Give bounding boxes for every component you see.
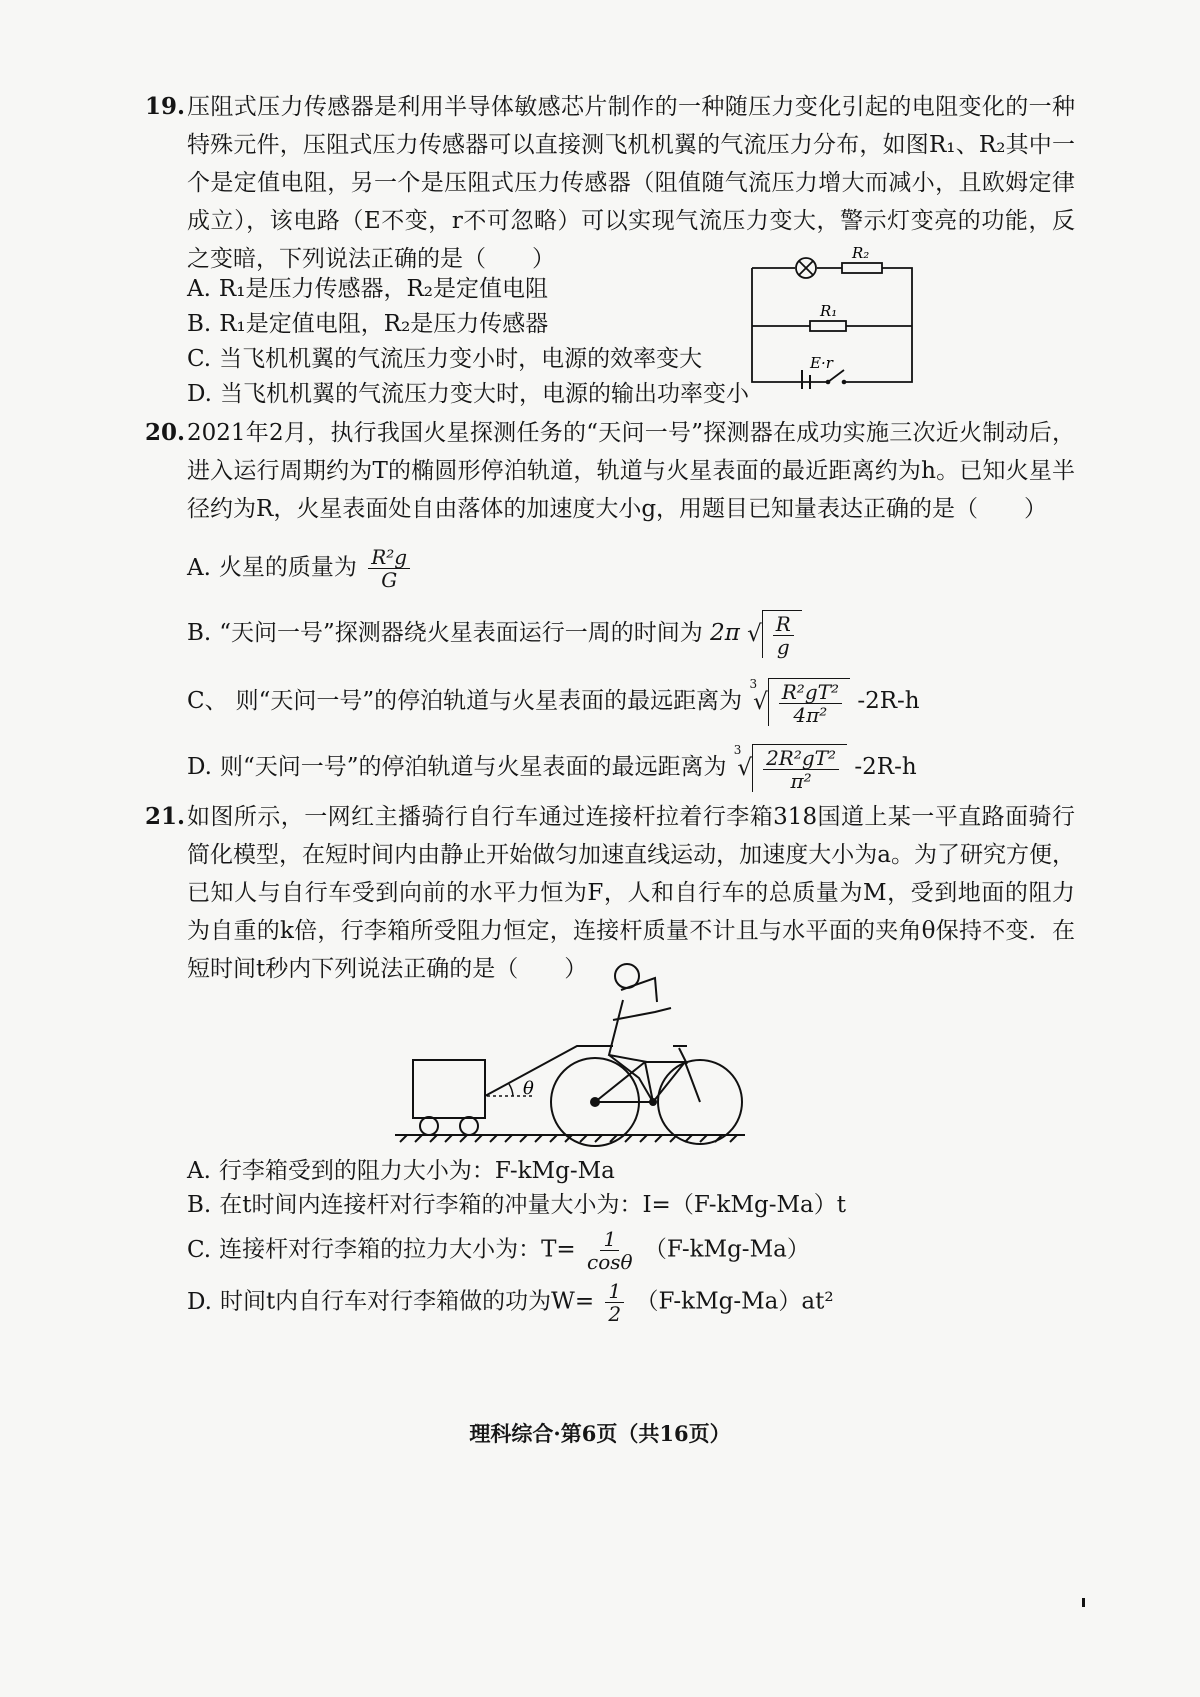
angle-label: θ: [523, 1078, 534, 1099]
option-label: D.: [187, 381, 212, 407]
fraction: [605, 1280, 624, 1325]
numerator: 1: [605, 1280, 624, 1303]
suitcase: [413, 1060, 485, 1118]
numerator: R²gT²: [779, 681, 842, 704]
option-text: 则“天问一号”的停泊轨道与火星表面的最远距离为: [235, 688, 743, 714]
question-19: [145, 88, 1075, 278]
question-stem: 如图所示，一网红主播骑行自行车通过连接杆拉着行李箱318国道上某一平直路面骑行简化模型，在短时间内由静止开始做匀加速直线运动，加速度大小为a。为了研究方便，已知人与自行车受到向前的水平力恒为F，人和自行车的总质量为M，受到地面的阻力为自重的k倍，行李箱所受阻力恒定，连接杆质量不计且与水平面的夹角θ保持不变．在短时间t秒内下列说法正确的是（ ）: [187, 804, 1075, 982]
connecting-rod: [485, 1046, 613, 1096]
question-number: 19.: [145, 93, 186, 120]
question-number: 21.: [145, 803, 186, 830]
fraction: [779, 681, 842, 726]
numerator: R: [773, 613, 794, 636]
fraction: [763, 747, 839, 792]
fraction: [368, 546, 410, 591]
option-label: C、: [187, 688, 228, 714]
circuit-diagram: [740, 244, 920, 389]
option-label: B.: [187, 311, 212, 337]
page-footer: 理科综合·第6页（共16页）: [469, 1421, 731, 1446]
option-text: 则“天问一号”的停泊轨道与火星表面的最远距离为: [219, 754, 727, 780]
denominator: cosθ: [587, 1250, 633, 1274]
expression-tail: （F-kMg-Ma）: [643, 1236, 810, 1263]
r2-label: R₂: [852, 244, 870, 262]
numerator: R²g: [368, 546, 410, 569]
option-a: [187, 546, 414, 591]
option-label: A.: [187, 276, 211, 302]
suitcase-wheel: [420, 1117, 438, 1135]
rider-head: [615, 964, 639, 988]
option-c: [187, 678, 920, 726]
denominator: π²: [790, 769, 812, 793]
question-21-options: [145, 1152, 1075, 1392]
option-label: B.: [187, 1192, 212, 1218]
battery-icon: [802, 370, 810, 389]
option-text: “天问一号”探测器绕火星表面运行一周的时间为: [219, 620, 703, 646]
option-a: [187, 270, 548, 308]
option-b: [187, 305, 548, 343]
option-label: A.: [187, 554, 211, 581]
option-text: 在t时间内连接杆对行李箱的冲量大小为：I=（F-kMg-Ma）t: [219, 1192, 847, 1218]
denominator: 2: [608, 1302, 622, 1326]
option-b: [187, 1186, 846, 1224]
expression-tail: （F-kMg-Ma）at²: [635, 1288, 834, 1315]
option-text: 当飞机机翼的气流压力变大时，电源的输出功率变小: [219, 381, 749, 407]
question-stem: 压阻式压力传感器是利用半导体敏感芯片制作的一种随压力变化引起的电阻变化的一种特殊元件，压阻式压力传感器可以直接测飞机机翼的气流压力分布，如图R₁、R₂其中一个是定值电阻，另一个是压阻式压力传感器（阻值随气流压力增大而减小，且欧姆定律成立），该电路（E不变，r不可忽略）可以实现气流压力变大，警示灯变亮的功能，反之变暗，下列说法正确的是（ ）: [187, 94, 1075, 272]
scan-mark: [1082, 1598, 1085, 1607]
numerator: 2R²gT²: [763, 747, 839, 770]
coefficient: 2π: [710, 620, 740, 646]
r1-label: R₁: [820, 302, 838, 320]
numerator: 1: [600, 1228, 619, 1251]
option-text: 行李箱受到的阻力大小为：F-kMg-Ma: [218, 1158, 615, 1184]
option-text: 连接杆对行李箱的拉力大小为：T=: [219, 1236, 576, 1263]
root-index: 3: [749, 677, 758, 691]
denominator: G: [381, 568, 398, 592]
option-d: [187, 375, 749, 413]
suitcase-wheel: [460, 1117, 478, 1135]
option-label: C.: [187, 1236, 212, 1263]
cube-root: 3 √ $\frac{\text{R²gT²}}{\text{4π²}}$: [749, 678, 850, 726]
lamp-cross: [799, 261, 813, 275]
option-text: R₁是压力传感器，R₂是定值电阻: [218, 276, 548, 302]
option-label: D.: [187, 1288, 212, 1315]
root-index: 3: [733, 743, 742, 757]
angle-arc: [509, 1084, 513, 1096]
option-d: [187, 1280, 834, 1325]
option-label: B.: [187, 620, 212, 646]
option-text: R₁是定值电阻，R₂是压力传感器: [219, 311, 549, 337]
question-stem: 2021年2月，执行我国火星探测任务的“天问一号”探测器在成功实施三次近火制动后，进入运行周期约为T的椭圆形停泊轨道，轨道与火星表面的最近距离约为h。已知火星半径约为R，火星表面处自由落体的加速度大小g，用题目已知量表达正确的是（ ）: [187, 420, 1075, 522]
fraction: [773, 613, 794, 658]
option-label: A.: [187, 1158, 211, 1184]
question-20: [145, 414, 1075, 528]
cube-root: 3 √ $\frac{\text{2R²gT²}}{\text{π²}}$: [734, 744, 847, 792]
denominator: 4π²: [793, 703, 828, 727]
option-a: [187, 1152, 615, 1190]
option-label: C.: [187, 346, 212, 372]
option-label: D.: [187, 754, 212, 780]
question-19-options: [145, 270, 1075, 410]
denominator: g: [776, 635, 790, 659]
question-number: 20.: [145, 419, 186, 446]
source-label: E·r: [810, 354, 833, 372]
fraction: [587, 1228, 633, 1273]
option-b: [187, 610, 802, 658]
resistor-r1: [810, 321, 846, 331]
option-text: 当飞机机翼的气流压力变小时，电源的效率变大: [219, 346, 703, 372]
resistor-r2: [842, 263, 882, 273]
option-text: 火星的质量为: [218, 554, 357, 581]
option-text: 时间t内自行车对行李箱做的功为W=: [219, 1288, 595, 1315]
expression-tail: -2R-h: [857, 688, 920, 714]
expression-tail: -2R-h: [854, 754, 917, 780]
question-20-options: [145, 545, 1075, 793]
bicycle-figure: [395, 960, 755, 1150]
option-c: [187, 1228, 810, 1273]
square-root: √ $\frac{R}{g}$: [747, 610, 802, 658]
option-c: [187, 340, 702, 378]
option-d: [187, 744, 917, 792]
